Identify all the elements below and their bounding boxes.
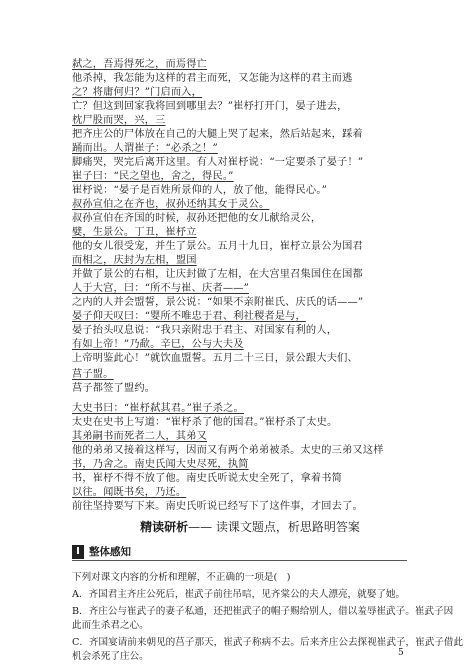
passage-line: 其弟嗣书而死者二人，其弟又 — [72, 431, 208, 442]
passage-line: 而相之，庆封为左相，盟国 — [72, 255, 197, 266]
section-title — [140, 518, 360, 536]
section-title-rest: —— 读课文题点，析思路明答案 — [188, 520, 360, 534]
passage-line: 脚痛哭，哭完后离开这里。有人对崔杼说：“一定要杀了晏子！” — [72, 157, 364, 168]
passage-line: 有如上帝！”乃歃。辛巳，公与大夫及 — [72, 339, 244, 350]
option-a: A．齐国君主齐庄公死后，崔武子前往吊唁，见齐棠公的夫人漂亮，就娶了她。 — [72, 589, 406, 600]
passage-line: 亡？但这到回家我将回到哪里去？”崔杼打开门，晏子进去， — [72, 101, 348, 112]
option-c: C．齐国宴请前来朝见的莒子那天，崔武子称病不去。后来齐庄公去探视崔武子，崔武子借此 — [72, 637, 464, 648]
section-label: 整体感知 — [89, 546, 131, 558]
passage-line: 书，乃舍之。南史氏闻大史尽死，执简 — [72, 459, 249, 470]
option-b-continued: 此而生杀君之心。 — [72, 620, 149, 631]
passage-line: 之？将庸何归？”门启而入， — [72, 87, 203, 98]
passage-line: 前往坚持要写下来。南史氏听说已经写下了这件事，才回去了。 — [72, 501, 363, 512]
option-b: B．齐庄公与崔武子的妻子私通，还把崔武子的帽子赐给别人，借以羞辱崔武子。崔武子因 — [72, 606, 454, 617]
passage-line: 枕尸股而哭，兴，三 — [72, 115, 166, 126]
passage-line: 莒子盟。 — [72, 369, 114, 380]
passage-line: 以往。闻既书矣，乃还。 — [72, 487, 187, 498]
passage-line: 晏子抬头叹息说：“我只亲附忠于君主、对国家有利的人， — [72, 325, 338, 336]
passage-line: 踊而出。人谓崔子：“必杀之！” — [72, 143, 218, 154]
passage-line: 他的女儿很受宠，并生了景公。五月十九日，崔杼立景公为国君 — [72, 241, 363, 252]
passage-line: 他杀掉，我怎能为这样的君主而死，又怎能为这样的君主而逃 — [72, 73, 353, 84]
passage-line: 晏子仰天叹曰：“婴所不唯忠于君、利社稷者是与， — [72, 311, 306, 322]
passage-line: 太史在史书上写道：“崔杼杀了他的国君。”崔杼杀了太史。 — [72, 417, 338, 428]
passage-line: 书，崔杼不得不放了他。南史氏听说太史全死了，拿着书简 — [72, 473, 343, 484]
passage-line: 叔孙宣伯在齐国的时候，叔孙还把他的女儿献给灵公， — [72, 213, 322, 224]
page-number: 5 — [398, 648, 404, 658]
passage-line: 之内的人并会盟誓，景公说：“如果不亲附崔氏、庆氏的话——” — [72, 297, 364, 308]
passage-line: 人于大宫，曰：“所不与崔、庆者——” — [72, 283, 250, 294]
passage-line: 崔杼说：“晏子是百姓所景仰的人，放了他，能得民心。” — [72, 185, 328, 196]
passage-line: 嬖，生景公。丁丑，崔杼立 — [72, 227, 197, 238]
question-stem: 下列对课文内容的分析和理解，不正确的一项是( ) — [72, 572, 291, 583]
passage-line: 他的弟弟又接着这样写，因而又有两个弟弟被杀。太史的三弟又这样 — [72, 445, 384, 456]
passage-line: 上帝明鉴此心！”就饮血盟誓。五月二十三日，景公跟大夫们、 — [72, 353, 358, 364]
section-header — [72, 545, 407, 561]
passage-line: 莒子都签了盟约。 — [72, 383, 156, 394]
passage-line: 弑之，吾焉得死之，而焉得亡 — [72, 59, 208, 70]
passage-line: 并做了景公的右相，让庆封做了左相，在大宫里召集国住在国都 — [72, 269, 363, 280]
section-title-bold: 精读研析 — [140, 520, 189, 534]
option-c-continued: 机会杀死了庄公。 — [72, 651, 149, 662]
passage-line: 叔孙宣伯之在齐也，叔孙还纳其女于灵公。 — [72, 199, 270, 210]
passage-line: 崔子曰：“民之望也，舍之，得民。” — [72, 171, 234, 182]
passage-line: 大史书曰：“崔杼弑其君。”崔子杀之。 — [72, 403, 244, 414]
section-number: I — [72, 545, 84, 559]
passage-line: 把齐庄公的尸体放在自己的大腿上哭了起来，然后站起来，踩着 — [72, 129, 363, 140]
